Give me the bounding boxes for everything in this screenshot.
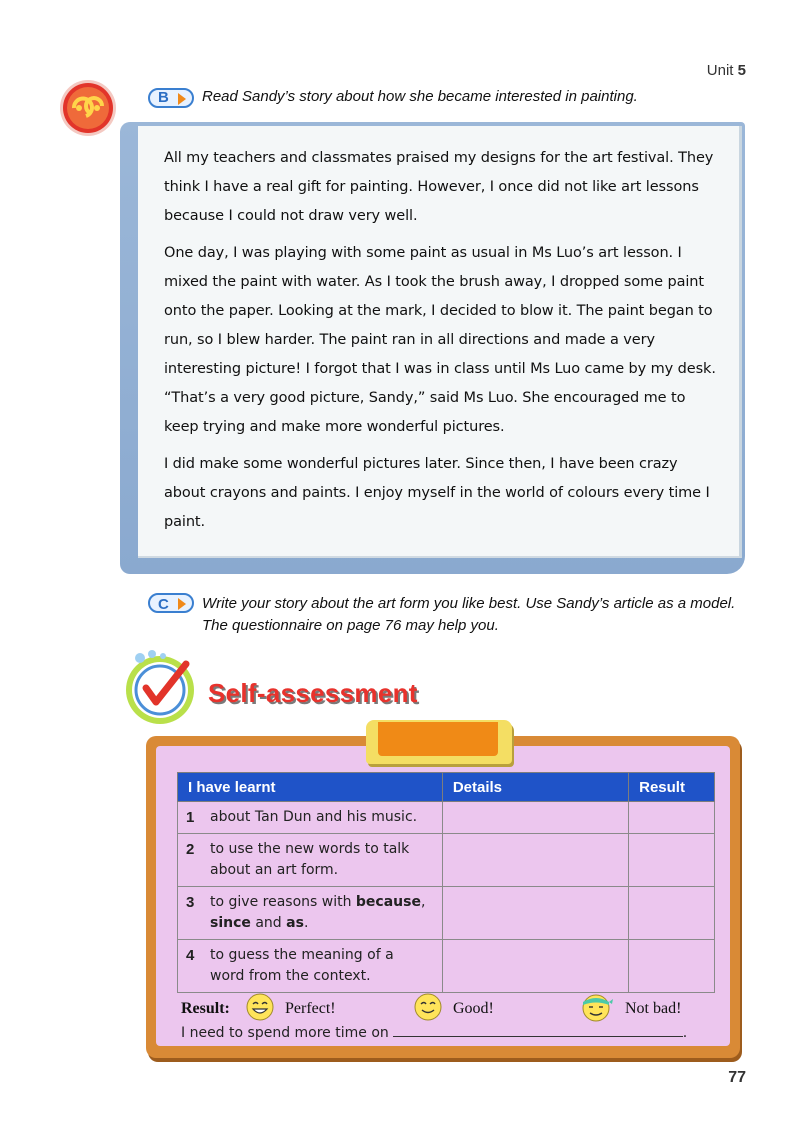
learnt-cell [178, 834, 443, 887]
table-row [178, 802, 715, 834]
unit-number: 5 [737, 62, 746, 79]
task-b-text: Read Sandy’s story about how she became interested in painting. [202, 88, 638, 105]
details-cell[interactable] [442, 940, 628, 993]
bandana-smiley-icon [579, 990, 613, 1024]
table-header-row [178, 773, 715, 802]
learnt-cell [178, 802, 443, 834]
need-more-time-end: . [682, 1025, 688, 1041]
rating-good: Good! [453, 1000, 494, 1017]
arrow-right-icon [178, 598, 186, 610]
row-text-part: and [250, 915, 287, 931]
task-b-badge [148, 88, 194, 108]
keyword-since: since [210, 915, 251, 931]
task-c-instruction [148, 593, 738, 637]
checkmark-icon [116, 646, 202, 726]
arrow-right-icon [178, 93, 186, 105]
result-cell[interactable] [629, 940, 715, 993]
unit-prefix: Unit [706, 62, 734, 79]
row-text-part: . [303, 915, 309, 931]
need-more-time-line [181, 1023, 687, 1041]
board-tab-inner [378, 722, 498, 756]
self-assessment-title: Self-assessment [208, 678, 418, 708]
row-text: to use the new words to talk about an art form. [210, 841, 410, 878]
details-cell[interactable] [442, 834, 628, 887]
keyword-as: as [286, 915, 304, 931]
task-c-letter: C [158, 596, 169, 613]
row-text: about Tan Dun and his music. [210, 809, 418, 825]
keyword-because: because [355, 894, 421, 910]
story-frame [120, 122, 745, 574]
smiley-icon [245, 992, 275, 1022]
learnt-cell [178, 887, 443, 940]
row-number: 1 [186, 809, 195, 826]
row-text: to guess the meaning of a word from the context. [210, 947, 394, 984]
row-number: 4 [186, 947, 195, 964]
table-row [178, 887, 715, 940]
details-cell[interactable] [442, 802, 628, 834]
story-paragraph-3: I did make some wonderful pictures later. Since then, I have been crazy about crayons and paints. I enjoy myself in the world of colours every time I paint. [164, 456, 710, 530]
smiley-icon [413, 992, 443, 1022]
need-more-time-text: I need to spend more time on [181, 1025, 389, 1041]
table-row [178, 940, 715, 993]
column-header-result: Result [629, 773, 715, 802]
column-header-details: Details [442, 773, 628, 802]
self-assessment-table [177, 772, 715, 993]
row-text [210, 892, 430, 934]
task-c-text: Write your story about the art form you like best. Use Sandy’s article as a model. The questionnaire on page 76 may help you. [202, 595, 736, 634]
result-legend [181, 998, 701, 1024]
details-cell[interactable] [442, 887, 628, 940]
row-number: 2 [186, 841, 195, 858]
rating-perfect: Perfect! [285, 1000, 336, 1017]
rating-not-bad: Not bad! [625, 1000, 682, 1017]
task-b-letter: B [158, 89, 169, 106]
unit-label [707, 62, 746, 79]
learnt-cell [178, 940, 443, 993]
story-paragraph-1: All my teachers and classmates praised my designs for the art festival. They think I have a real gift for painting. However, I once did not like art lessons because I could not draw very well. [164, 150, 714, 224]
speaking-icon [58, 78, 118, 138]
result-label: Result: [181, 1000, 230, 1017]
result-cell[interactable] [629, 834, 715, 887]
task-b-instruction [148, 88, 638, 108]
row-number: 3 [186, 894, 195, 911]
result-cell[interactable] [629, 802, 715, 834]
row-text-part: , [420, 894, 426, 910]
table-row [178, 834, 715, 887]
row-text-part: to give reasons with [210, 894, 356, 910]
result-cell[interactable] [629, 887, 715, 940]
task-c-badge [148, 593, 194, 613]
story-paragraph-2: One day, I was playing with some paint as usual in Ms Luo’s art lesson. I mixed the paint with water. As I took the brush away, I dropped some paint onto the paper. Looking at the mark, I decided to blow it. The paint began to run, so I blew harder. The paint ran in all directions and made a very interesting picture! I forgot that I was in class until Ms Luo came by my desk. “That’s a very good picture, Sandy,” said Ms Luo. She encouraged me to keep trying and make more wonderful pictures. [164, 245, 716, 435]
page-number: 77 [728, 1069, 746, 1086]
sandy-story [164, 144, 720, 545]
fill-in-blank[interactable] [393, 1023, 683, 1037]
column-header-learnt: I have learnt [178, 773, 443, 802]
